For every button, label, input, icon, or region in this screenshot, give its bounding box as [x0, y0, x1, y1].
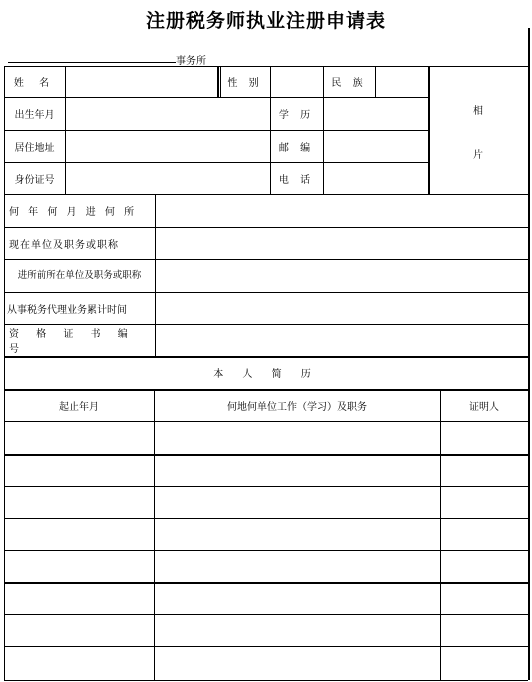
- grid-line-horizontal: [4, 259, 528, 260]
- grid-line-horizontal: [4, 130, 428, 131]
- resume-witness-cell[interactable]: [440, 614, 528, 646]
- firm-join-field[interactable]: [155, 194, 528, 227]
- grid-line-vertical: [440, 389, 441, 680]
- address-field[interactable]: [65, 130, 270, 162]
- grid-line-horizontal: [4, 550, 528, 551]
- ethnicity-label: 民 族: [331, 78, 367, 89]
- grid-line-vertical: [323, 66, 324, 194]
- birth-field[interactable]: [65, 97, 270, 130]
- name-field[interactable]: [65, 66, 217, 97]
- prior-employer-field[interactable]: [155, 259, 528, 292]
- education-field[interactable]: [323, 97, 428, 130]
- postcode-label: 邮 编: [278, 142, 315, 154]
- phone-field[interactable]: [323, 162, 428, 194]
- grid-line-horizontal: [4, 486, 528, 487]
- grid-line-horizontal: [4, 421, 528, 422]
- firm-name-line[interactable]: [8, 62, 176, 63]
- experience-label: 从事税务代理业务累计时间: [7, 304, 127, 316]
- grid-line-vertical: [65, 66, 66, 194]
- resume-witness-cell[interactable]: [440, 646, 528, 680]
- resume-dates-cell[interactable]: [4, 550, 154, 582]
- resume-dates-cell[interactable]: [4, 614, 154, 646]
- resume-unit-cell[interactable]: [154, 518, 440, 550]
- grid-line-horizontal: [4, 680, 528, 681]
- grid-line-vertical: [155, 194, 156, 356]
- resume-unit-cell[interactable]: [154, 614, 440, 646]
- form-title: 注册税务师执业注册申请表: [145, 10, 386, 32]
- resume-dates-cell[interactable]: [4, 421, 154, 454]
- grid-line-horizontal: [4, 162, 428, 163]
- education-label: 学 历: [278, 110, 315, 121]
- resume-unit-cell[interactable]: [154, 550, 440, 582]
- grid-line-vertical: [270, 66, 271, 194]
- grid-line-horizontal: [4, 292, 528, 293]
- experience-field[interactable]: [155, 292, 528, 324]
- resume-col-dates: 起止年月: [59, 401, 99, 413]
- grid-line-horizontal: [4, 227, 528, 228]
- current-employer-label: 现在单位及职务或职称: [9, 239, 119, 251]
- resume-unit-cell[interactable]: [154, 421, 440, 454]
- grid-line-vertical: [220, 66, 221, 97]
- postcode-field[interactable]: [323, 130, 428, 162]
- grid-line-horizontal: [4, 518, 528, 519]
- phone-label: 电 话: [278, 174, 315, 186]
- current-employer-field[interactable]: [155, 227, 528, 259]
- grid-line-horizontal: [4, 66, 528, 67]
- grid-line-horizontal: [4, 194, 528, 195]
- gender-field[interactable]: [270, 66, 323, 97]
- resume-unit-cell[interactable]: [154, 486, 440, 518]
- grid-line-vertical: [375, 66, 376, 97]
- address-label: 居住地址: [14, 142, 55, 154]
- resume-section-title: 本 人 简 历: [213, 369, 319, 380]
- resume-col-witness: 证明人: [469, 401, 499, 413]
- certificate-field[interactable]: [155, 324, 528, 356]
- grid-line-horizontal: [4, 389, 528, 391]
- photo-label-char-2: 片: [473, 150, 483, 161]
- grid-line-horizontal: [4, 356, 528, 358]
- grid-line-horizontal: [4, 582, 528, 584]
- id-label: 身份证号: [14, 174, 55, 186]
- resume-unit-cell[interactable]: [154, 646, 440, 680]
- grid-line-horizontal: [4, 97, 428, 98]
- resume-dates-cell[interactable]: [4, 582, 154, 614]
- resume-dates-cell[interactable]: [4, 518, 154, 550]
- grid-line-horizontal: [4, 646, 528, 647]
- resume-witness-cell[interactable]: [440, 518, 528, 550]
- prior-employer-label: 进所前所在单位及职务或职称: [17, 270, 142, 281]
- id-field[interactable]: [65, 162, 270, 194]
- photo-label-char-1: 相: [473, 106, 483, 117]
- name-label: 姓 名: [13, 78, 56, 89]
- resume-witness-cell[interactable]: [440, 582, 528, 614]
- photo-box[interactable]: [428, 66, 528, 194]
- birth-label: 出生年月: [14, 110, 55, 121]
- resume-unit-cell[interactable]: [154, 582, 440, 614]
- ethnicity-field[interactable]: [375, 66, 428, 97]
- resume-witness-cell[interactable]: [440, 421, 528, 454]
- grid-line-vertical: [528, 28, 530, 680]
- grid-line-horizontal: [4, 454, 528, 456]
- resume-witness-cell[interactable]: [440, 486, 528, 518]
- resume-dates-cell[interactable]: [4, 646, 154, 680]
- grid-line-vertical: [4, 66, 5, 680]
- grid-line-vertical: [428, 66, 430, 194]
- grid-line-horizontal: [4, 324, 528, 325]
- grid-line-vertical: [154, 389, 155, 680]
- firm-suffix-label: 事务所: [176, 56, 206, 67]
- resume-witness-cell[interactable]: [440, 550, 528, 582]
- grid-line-horizontal: [4, 614, 528, 615]
- certificate-label: 资 格 证 书 编 号: [9, 329, 135, 355]
- resume-dates-cell[interactable]: [4, 486, 154, 518]
- firm-join-label: 何 年 何 月 进 何 所: [9, 207, 138, 218]
- gender-label: 性 别: [227, 78, 263, 89]
- resume-col-unit: 何地何单位工作（学习）及职务: [227, 401, 367, 413]
- resume-dates-cell[interactable]: [4, 454, 154, 486]
- resume-unit-cell[interactable]: [154, 454, 440, 486]
- resume-witness-cell[interactable]: [440, 454, 528, 486]
- grid-line-vertical: [217, 66, 219, 97]
